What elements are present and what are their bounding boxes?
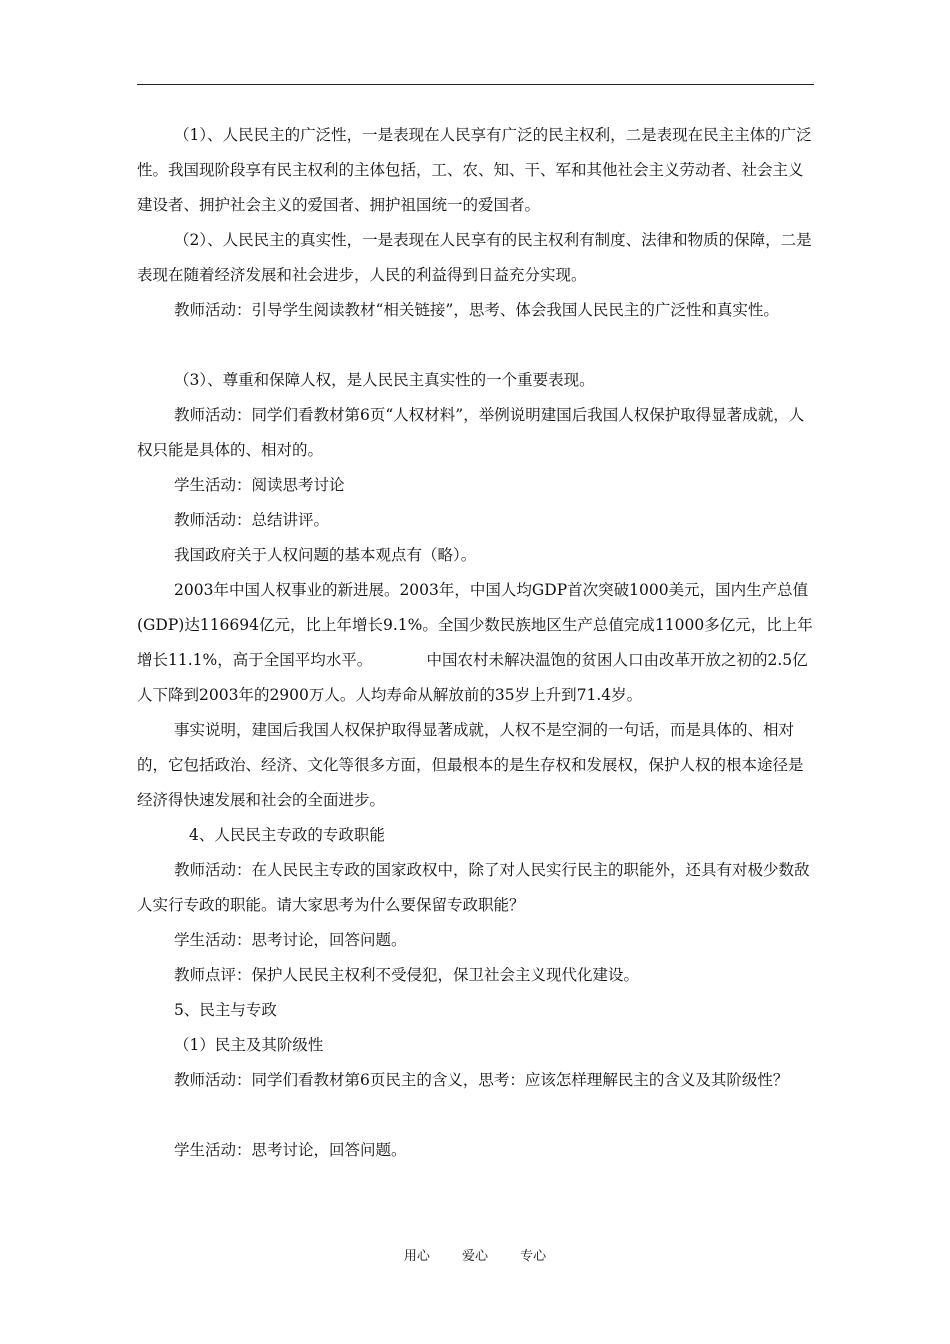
paragraph-teacher-dictatorship: 教师活动：在人民民主专政的国家政权中，除了对人民实行民主的职能外，还具有对极少数敌人实行专政的职能。请大家思考为什么要保留专政职能？	[137, 861, 810, 914]
spacer	[137, 328, 817, 363]
paragraph-government-view: 我国政府关于人权问题的基本观点有（略）。	[174, 546, 477, 564]
document-body	[137, 118, 817, 1168]
paragraph-teacher-guide: 教师活动：引导学生阅读教材“相关链接”，思考、体会我国人民民主的广泛性和真实性。	[174, 301, 779, 319]
footer-word: 专心	[520, 1249, 547, 1264]
footer-word: 用心	[403, 1249, 430, 1264]
paragraph-human-rights: （3）、尊重和保障人权，是人民民主真实性的一个重要表现。	[174, 371, 595, 389]
subsection-heading-class-nature: （1）民主及其阶级性	[174, 1036, 324, 1054]
paragraph-student-answer: 学生活动：思考讨论，回答问题。	[174, 1141, 407, 1159]
paragraph-breadth: （1）、人民民主的广泛性，一是表现在人民享有广泛的民主权利，二是表现在民主主体的广泛性。我国现阶段享有民主权利的主体包括，工、农、知、干、军和其他社会主义劳动者、社会主义建设者、拥护社会主义的爱国者、拥护祖国统一的爱国者。	[137, 126, 812, 214]
spacer	[137, 1098, 817, 1133]
header-rule	[137, 84, 814, 85]
paragraph-teacher-comment: 教师点评：保护人民民主权利不受侵犯，保卫社会主义现代化建设。	[174, 966, 640, 984]
section-heading-dictatorship: 4、人民民主专政的专政职能	[189, 826, 385, 844]
paragraph-teacher-democracy: 教师活动：同学们看教材第6页民主的含义，思考：应该怎样理解民主的含义及其阶级性？	[174, 1071, 789, 1089]
paragraph-teacher-materials: 教师活动：同学们看教材第6页“人权材料”，举例说明建国后我国人权保护取得显著成就，人权只能是具体的、相对的。	[137, 406, 805, 459]
paragraph-teacher-summary: 教师活动：总结讲评。	[174, 511, 330, 529]
footer-word: 爱心	[461, 1249, 488, 1264]
paragraph-authenticity: （2）、人民民主的真实性，一是表现在人民享有的民主权利有制度、法律和物质的保障，二是表现在随着经济发展和社会进步，人民的利益得到日益充分实现。	[137, 231, 812, 284]
paragraph-student-discussion: 学生活动：思考讨论，回答问题。	[174, 931, 407, 949]
paragraph-2003-progress: 2003年中国人权事业的新进展。2003年，中国人均GDP首次突破1000美元，国内生产总值(GDP)达116694亿元，比上年增长9.1%。全国少数民族地区生产总值完成11000多亿元，比上年增长11.1%，高于全国平均水平。 中国农村未解决温饱的贫困人口由改革开放之初的2.5亿人下降到2003年的2900万人。人均寿命从解放前的35岁上升到71.4岁。	[137, 581, 813, 704]
paragraph-student-activity: 学生活动：阅读思考讨论	[174, 476, 345, 494]
paragraph-facts: 事实说明，建国后我国人权保护取得显著成就，人权不是空洞的一句话，而是具体的、相对的，它包括政治、经济、文化等很多方面，但最根本的是生存权和发展权，保护人权的根本途径是经济得快速发展和社会的全面进步。	[137, 721, 804, 809]
page-footer	[0, 1247, 950, 1267]
section-heading-democracy: 5、民主与专政	[174, 1001, 277, 1019]
